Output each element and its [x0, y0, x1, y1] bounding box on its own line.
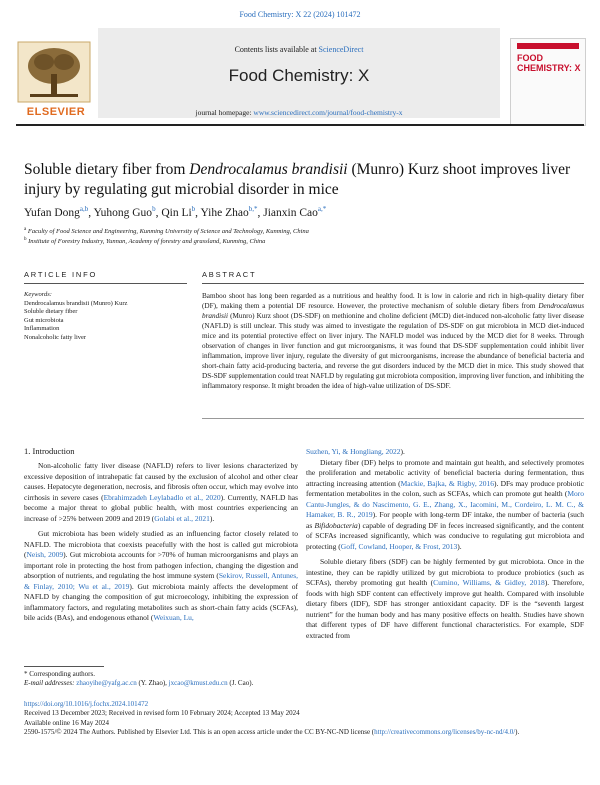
corresponding-author-footnote [24, 670, 584, 688]
citation-link[interactable]: Suzhen, Yi, & Hongliang, 2022 [306, 447, 401, 456]
journal-title: Food Chemistry: X [228, 66, 370, 85]
intro-paragraph-1 [24, 461, 298, 524]
citation-link[interactable]: Goff, Cowland, Hooper, & Frost, 2013 [340, 541, 458, 551]
keywords-list [24, 291, 189, 343]
homepage-prefix: journal homepage: [195, 108, 254, 117]
text-run: ). [457, 541, 462, 551]
homepage-line [98, 108, 500, 117]
cover-title [517, 53, 581, 73]
text-run: ). For people with long-term DF intake, the number of bacteria (such as [306, 510, 584, 530]
text-run: Dietary fiber (DF) helps to promote and maintain gut health, and selectively promotes the proliferation and metabolic activity of beneficial bacteria during fermentation, thus attracting increasing attention ( [306, 457, 584, 488]
publication-info [24, 700, 584, 738]
text-run: ). DFs may produce probiotic fermentation metabolites in the colon, such as SCFAs, which can promote gut health ( [306, 478, 584, 498]
citation-link[interactable]: Ebrahimzadeh Leylabadlo et al., 2020 [103, 492, 221, 502]
keyword-item: Dendrocalamus brandisii (Munro) Kurz [24, 299, 128, 307]
corresponding-label: * Corresponding authors. [24, 670, 95, 678]
intro-paragraph-4 [306, 557, 584, 641]
email-link[interactable]: zhaoyihe@yafg.ac.cn [76, 679, 137, 687]
text-run: ). Therefore, foods with high SDF content can effectively improve gut health. Compared with insoluble dietary fibers (IDF), SDF has stronger antioxidant capacity. DF is the “seventh largest nutrient” for the human body and has many positive effects on health. Studies have shown that different types of DF have different functional characteristics. For example, SDF extracted from [306, 578, 584, 640]
text-run: ). Currently, NAFLD has become a major threat to global public health, with most countries experiencing an increase of >25% between 2009 and 2019 ( [24, 492, 299, 523]
citation-link[interactable]: Mackie, Bajka, & Rigby, 2016 [400, 478, 494, 488]
received-dates: Received 13 December 2023; Received in revised form 10 February 2024; Accepted 13 May 2024 [24, 709, 300, 718]
affil-text: Faculty of Food Science and Engineering, Kunming University of Science and Technology, Kunming, China [27, 228, 309, 236]
author-affil-mark[interactable]: b [152, 205, 156, 213]
text-run: Soluble dietary fibers (SDF) can be highly fermented by gut microbiota. Once in the intestine, they can be rapidly utilized by gut microbiota to produce probiotics (such as SCFAs), thereby promoting gut health ( [306, 557, 584, 587]
email-owner: (J. Cao). [227, 679, 254, 687]
text-run: Non-alcoholic fatty liver disease (NAFLD) refers to liver lesions characterized by excessive deposition of intrahepatic fat caused by the exclusion of alcohol and other clear causes. Hepatocyte degeneration, necrosis, and fibrosis often occur, which may evolve into cirrhosis in severe cases ( [24, 461, 298, 502]
affiliation-a [24, 227, 584, 235]
online-date: Available online 16 May 2024 [24, 718, 110, 727]
footnote-rule [24, 666, 104, 667]
contents-line [98, 45, 500, 54]
abstract-end-rule [202, 418, 584, 419]
article-info-rule [24, 283, 187, 284]
citation-link[interactable]: Sekirov, Russell, Antunes, & Finlay, 2010; Wu et al., 2019 [24, 571, 299, 591]
license-suffix: ). [515, 728, 520, 737]
author-affil-mark[interactable]: b,* [248, 205, 258, 213]
author-affil-mark[interactable]: b [191, 205, 196, 213]
intro-paragraph-2 [24, 529, 298, 624]
abstract-rule [202, 283, 584, 284]
email-line [24, 679, 584, 688]
sciencedirect-link[interactable]: ScienceDirect [318, 45, 364, 54]
homepage-link[interactable]: www.sciencedirect.com/journal/food-chemistry-x [253, 108, 403, 117]
affil-text: Institute of Forestry Industry, Yunnan, Academy of forestry and grassland, Kunming, China [28, 238, 266, 246]
text-italic: Bifidobacteria [314, 520, 358, 530]
title-part2: (Munro) Kurz shoot improves liver injury by regulating gut microbial disorder in mice [24, 161, 571, 198]
intro-paragraph-3 [306, 458, 584, 553]
author-list: Yufan Dong$^{a,b}$, Yuhong Guo$^b$, Qin Li$^b$, Yihe Zhao$^{b,*}$, Jianxin Cao$^{a,*}$ [24, 205, 327, 219]
doi-link[interactable]: https://doi.org/10.1016/j.fochx.2024.101472 [24, 700, 149, 708]
license-line [24, 728, 584, 737]
abstract-part1: Bamboo shoot has long been regarded as a nutritious and healthy food. It is low in calorie and rich in high-quality dietary fiber (DF), making them a potential DF resource. However, the protective mechanism of soluble dietary fibers from [202, 292, 584, 310]
author-name[interactable]: Yuhong Guo [93, 206, 153, 219]
citation-link[interactable]: Neish, 2009 [26, 550, 64, 559]
title-species: Dendrocalamus brandisii [189, 161, 348, 178]
email-label: E-mail addresses: [24, 679, 77, 687]
elsevier-tree-logo [16, 40, 92, 112]
publisher-name: ELSEVIER [26, 106, 86, 118]
email-owner: (Y. Zhao), [136, 679, 169, 687]
cover-title-line2: CHEMISTRY: X [517, 63, 581, 73]
text-run: Gut microbiota has been widely studied as an influencing factor closely related to NAFLD. The microbiota that coexists peacefully with the host is called gut microbiota ( [24, 529, 298, 559]
article-title [24, 160, 584, 200]
author-name[interactable]: Yufan Dong [24, 206, 80, 219]
text-run: ). [209, 513, 215, 523]
cover-band [517, 43, 579, 49]
cover-title-line1: FOOD [517, 53, 543, 63]
article-info-heading: ARTICLE INFO [24, 270, 98, 279]
license-link[interactable]: http://creativecommons.org/licenses/by-nc-nd/4.0/ [374, 728, 516, 737]
author-name[interactable]: Qin Li [161, 206, 192, 219]
keywords-label: Keywords: [24, 291, 52, 298]
text-run: ). [400, 447, 405, 456]
citation-link[interactable]: Golabi et al., 2021 [154, 513, 210, 523]
intro-heading: 1. Introduction [24, 446, 75, 456]
author-affil-mark[interactable]: a,* [317, 205, 327, 213]
keyword-item: Inflammation [24, 325, 60, 333]
body-column-right [306, 447, 584, 641]
citation-link[interactable]: Moro Cantu-Jungles, & do Nascimento, G. E., Zhang, X., Iacomini, M., Cordeiro, L. M. C., & Hamaker, B. R., 2019 [306, 489, 584, 519]
abstract-part2: (Munro) Kurz shoot (DS-SDF) on methionine and choline deficient (MCD) diet-induced non-alcoholic fatty liver disease (NAFLD) is still unclear. This study was aimed to investigate the regulation of DS-SDF on gut microbiota in MCD diet-induced mice and its potential protective effect on liver injury. The NAFLD model was induced by the MCD diet for 8 weeks. Through observation of changes in liver function and gut microorganisms, it was found that DS-SDF supplementation could inhibit liver inflammation, improve liver injury, regulate the diversity of gut microorganisms, increase the abundance of beneficial bacteria and short-chain fatty acid-producing bacteria, and reverse the gut disorders induced by the MCD diet in mice. This study showed that DS-SDF supplementation could treat NAFLD by regulating gut microbiota composition, improving liver function, and inhibiting the inflammatory response. It might broaden the idea of high-value utilization of DS-SDF. [202, 311, 584, 390]
title-part1: Soluble dietary fiber from [24, 161, 190, 178]
citation-link[interactable]: Weixuan, Lu, [153, 613, 194, 622]
body-column-left [24, 461, 298, 624]
abstract-text [202, 292, 584, 392]
text-run: ). Gut microbiota mainly affects the development of NAFLD by changing the composition of gut microecology, inhibiting the expression of inflammatory factors, and regulating metabolites such as short-chain fatty acids (SCFAs), bile acids (BAs), and endogenous ethanol ( [24, 581, 298, 622]
author-name[interactable]: Jianxin Cao [263, 206, 318, 219]
affil-mark: b [24, 237, 27, 242]
abstract-species: Dendrocalamus brandisii [202, 301, 584, 320]
email-link[interactable]: jxcao@kmust.edu.cn [168, 679, 228, 687]
journal-reference[interactable]: Food Chemistry: X 22 (2024) 101472 [239, 10, 361, 19]
affiliation-b [24, 237, 584, 245]
continued-paragraph [306, 447, 584, 458]
citation-link[interactable]: Cumino, Williams, & Gidley, 2018 [433, 578, 545, 587]
text-run: ) capable of degrading DF in feces increased significantly, and the content of SCFAs increased significantly, which was conducive to regulating gut microbiota and protecting ( [306, 520, 584, 551]
header-divider [16, 124, 584, 126]
contents-prefix: Contents lists available at [234, 45, 319, 54]
license-prefix: 2590-1575/© 2024 The Authors. Published by Elsevier Ltd. This is an open access article under the CC BY-NC-ND license ( [24, 728, 375, 737]
abstract-heading: ABSTRACT [202, 270, 257, 279]
author-affil-mark[interactable]: a,b [79, 205, 89, 213]
author-name[interactable]: Yihe Zhao [200, 206, 249, 219]
text-run: ). Gut microbiota accounts for >70% of human microorganisms and plays an important role in protecting the host from pathogen infection, changing the digestion and absorption of nutrients, and regulating the host immune system ( [24, 550, 299, 580]
affil-mark: a [24, 227, 27, 232]
keyword-item: Nonalcoholic fatty liver [24, 333, 87, 341]
keyword-item: Soluble dietary fiber [24, 308, 78, 316]
journal-cover-thumbnail[interactable] [510, 38, 586, 126]
keyword-item: Gut microbiota [24, 316, 64, 324]
